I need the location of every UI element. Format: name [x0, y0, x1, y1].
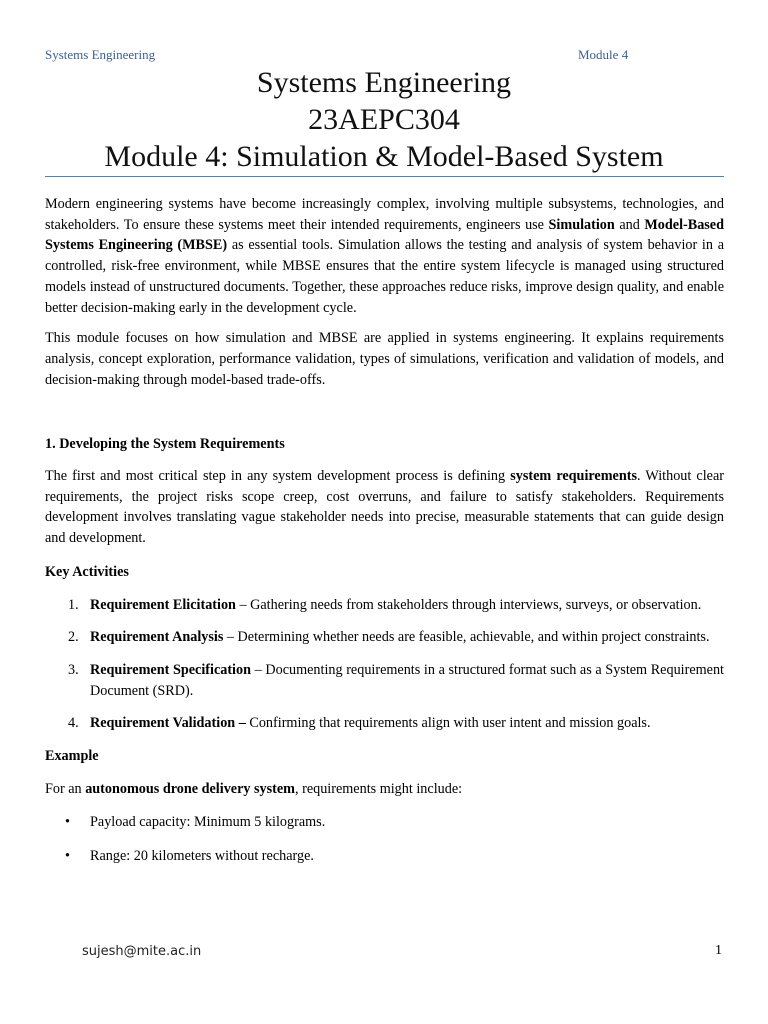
list-term: Requirement Elicitation: [90, 596, 236, 613]
title-line-1: Systems Engineering: [256, 66, 512, 99]
page-number: 1: [715, 943, 722, 958]
text: as essential tools. Simulation allows the testing and analysis of system behavior in a controlled, risk-free environment, while MBSE ensures that the entire system lifecycle is managed using structured models instead of unstructured documents. Together, these approaches reduce risks, improve design quality, and enable better decision-making early in the development cycle.: [45, 237, 724, 316]
bullet-text: Range: 20 kilometers without recharge.: [90, 848, 314, 865]
list-desc: – Documenting requirements in a structured format such as a System Requirement Document (SRD).: [90, 661, 724, 699]
text: , requirements might include:: [295, 780, 463, 797]
title-line-2: 23AEPC304: [308, 103, 460, 136]
list-desc: – Gathering needs from stakeholders through interviews, surveys, or observation.: [235, 596, 702, 613]
list-desc: Confirming that requirements align with user intent and mission goals.: [245, 715, 651, 732]
footer-email: sujesh@mite.ac.in: [82, 944, 202, 959]
title-divider: [45, 176, 724, 177]
intro-paragraph-1: [45, 194, 724, 318]
list-number: 1.: [68, 596, 79, 613]
title-line-3: Module 4: Simulation & Model-Based System: [104, 140, 664, 173]
list-number: 3.: [68, 661, 79, 678]
list-item: [45, 713, 724, 734]
section-paragraph: [45, 466, 724, 549]
key-activities-list: [45, 595, 724, 735]
text: The first and most critical step in any system development process is defining: [45, 468, 511, 485]
text: For an: [45, 780, 86, 797]
intro-paragraph-2: This module focuses on how simulation and MBSE are applied in systems engineering. It explains requirements analysis, concept exploration, performance validation, types of simulations, verification and validation of models, and decision-making through model-based trade-offs.: [45, 330, 724, 388]
document-title: [0, 64, 768, 175]
section-heading: 1. Developing the System Requirements: [45, 436, 285, 453]
text: . Without clear requirements, the project risks scope creep, cost overruns, and failure to satisfy stakeholders. Requirements development involves translating vague stakeholder needs into precise, measurable statements that can guide design and development.: [45, 468, 724, 547]
list-term: Requirement Specification: [90, 661, 251, 678]
bold-term: Simulation: [548, 216, 615, 233]
bullet-text: Payload capacity: Minimum 5 kilograms.: [90, 814, 326, 831]
example-bullet-list: [45, 812, 724, 866]
example-paragraph: [45, 779, 724, 800]
key-activities-heading: Key Activities: [45, 563, 129, 580]
list-item: [45, 627, 724, 648]
bullet-icon: •: [65, 848, 70, 865]
bullet-icon: •: [65, 814, 70, 831]
list-term: Requirement Validation –: [90, 715, 246, 732]
list-number: 4.: [68, 715, 79, 732]
bold-term: autonomous drone delivery system: [85, 780, 295, 797]
text: and: [614, 216, 645, 233]
list-item: [45, 595, 724, 616]
list-item: [45, 660, 724, 701]
running-header-left: Systems Engineering: [45, 47, 156, 62]
bold-term: system requirements: [510, 468, 637, 485]
bold-term: Model-Based Systems Engineering (MBSE): [45, 216, 724, 254]
document-body: [45, 194, 724, 880]
list-number: 2.: [68, 629, 79, 646]
list-term: Requirement Analysis: [90, 629, 224, 646]
running-header-right: Module 4: [578, 47, 629, 62]
list-item: [45, 812, 724, 833]
text: Modern engineering systems have become increasingly complex, involving multiple subsystems, technologies, and stakeholders. To ensure these systems meet their intended requirements, engineers use: [45, 196, 724, 233]
example-heading: Example: [45, 748, 99, 765]
list-item: [45, 846, 724, 867]
list-desc: – Determining whether needs are feasible, achievable, and within project constraints.: [223, 629, 710, 646]
